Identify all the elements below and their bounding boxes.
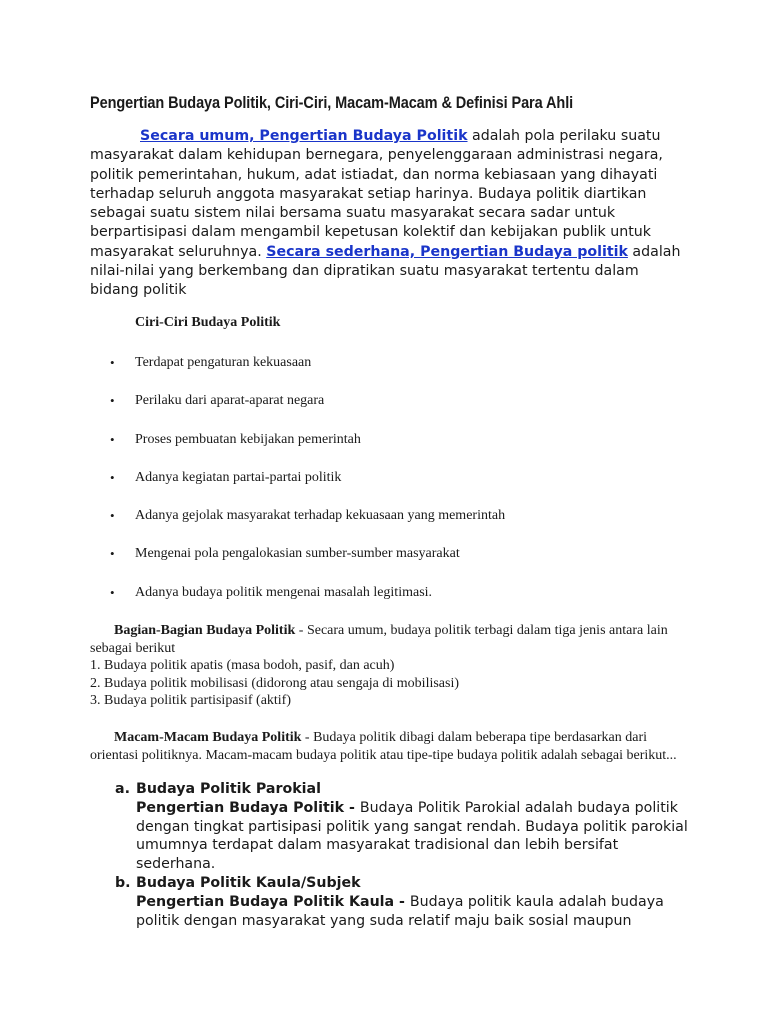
- list-item: [115, 874, 695, 930]
- intro-text-2: adalah nilai-nilai yang berkembang dan dipratikan suatu masyarakat tertentu dalam bidang politik: [90, 243, 681, 299]
- ciri-bullet-list: [110, 355, 505, 623]
- bullet-icon: •: [110, 546, 115, 562]
- list-item-text: Proses pembuatan kebijakan pemerintah: [135, 431, 361, 447]
- type-text: Budaya politik kaula adalah budaya politik dengan masyarakat yang suda relatif maju baik sosial maupun: [136, 893, 664, 929]
- bagian-paragraph: [90, 622, 680, 657]
- bagian-item: 1. Budaya politik apatis (masa bodoh, pasif, dan acuh): [90, 658, 395, 673]
- intro-text-1: adalah pola perilaku suatu masyarakat dalam kehidupan bernegara, penyelenggaraan administrasi negara, politik pemerintahan, hukum, adat istiadat, dan norma kebiasaan yang dihayati terhadap seluruh anggota masyarakat setiap harinya. Budaya politik diartikan sebagai suatu sistem nilai bersama suatu masyarakat secara sadar untuk berpartisipasi dalam mengambil kepetusan kolektif dan kebijakan publik untuk masyarakat seluruhnya.: [90, 128, 663, 260]
- bullet-icon: •: [110, 393, 115, 409]
- bullet-icon: •: [110, 431, 115, 447]
- macam-section: [90, 729, 680, 764]
- bagian-heading: Bagian-Bagian Budaya Politik: [114, 623, 296, 638]
- list-item-text: Adanya kegiatan partai-partai politik: [135, 469, 342, 485]
- type-body: [136, 893, 695, 931]
- macam-paragraph: [90, 729, 680, 764]
- bagian-section: [90, 622, 680, 710]
- types-list: [115, 780, 695, 930]
- list-item-text: Mengenai pola pengalokasian sumber-sumber masyarakat: [135, 546, 460, 562]
- list-item-text: Adanya gejolak masyarakat terhadap kekuasaan yang memerintah: [135, 508, 506, 524]
- list-item: [110, 508, 505, 546]
- document-title: Pengertian Budaya Politik, Ciri-Ciri, Macam-Macam & Definisi Para Ahli: [90, 94, 574, 112]
- type-heading: Budaya Politik Parokial: [136, 781, 321, 797]
- list-item: [110, 432, 505, 470]
- list-marker: a.: [115, 781, 130, 797]
- bagian-intro: - Secara umum, budaya politik terbagi dalam tiga jenis antara lain sebagai berikut: [90, 623, 668, 656]
- macam-heading: Macam-Macam Budaya Politik: [114, 730, 302, 745]
- bullet-icon: •: [110, 508, 115, 524]
- intro-link-simple-definition[interactable]: Secara sederhana, Pengertian Budaya politik: [266, 243, 628, 260]
- list-item-text: Terdapat pengaturan kekuasaan: [135, 355, 312, 370]
- intro-paragraph: [90, 127, 690, 301]
- bullet-icon: •: [110, 355, 115, 370]
- type-subheading: Pengertian Budaya Politik -: [136, 799, 360, 816]
- bullet-icon: •: [110, 469, 115, 485]
- macam-intro: - Budaya politik dibagi dalam beberapa tipe berdasarkan dari orientasi politiknya. Macam-macam budaya politik atau tipe-tipe budaya politik adalah sebagai berikut...: [90, 730, 677, 763]
- list-item-text: Perilaku dari aparat-aparat negara: [135, 393, 325, 409]
- bagian-item: 2. Budaya politik mobilisasi (didorong atau sengaja di mobilisasi): [90, 675, 460, 691]
- ciri-heading: Ciri-Ciri Budaya Politik: [135, 315, 281, 330]
- list-item: [110, 546, 505, 584]
- intro-link-general-definition[interactable]: Secara umum, Pengertian Budaya Politik: [140, 128, 468, 144]
- list-item: [115, 780, 695, 874]
- type-heading: Budaya Politik Kaula/Subjek: [136, 874, 361, 891]
- list-item: [110, 393, 505, 431]
- list-item: [110, 355, 505, 393]
- list-item-text: Adanya budaya politik mengenai masalah legitimasi.: [135, 584, 433, 600]
- type-body: [136, 799, 695, 874]
- list-item: [110, 470, 505, 508]
- type-subheading: Pengertian Budaya Politik Kaula -: [136, 893, 410, 910]
- list-item: [110, 585, 505, 623]
- bagian-item: 3. Budaya politik partisipasif (aktif): [90, 693, 292, 708]
- list-marker: b.: [115, 874, 131, 891]
- type-text: Budaya Politik Parokial adalah budaya politik dengan tingkat partisipasi politik yang sangat rendah. Budaya politik parokial umumnya terdapat dalam masyarakat tradisional dan lebih bersifat sederhana.: [136, 799, 688, 873]
- bullet-icon: •: [110, 584, 115, 600]
